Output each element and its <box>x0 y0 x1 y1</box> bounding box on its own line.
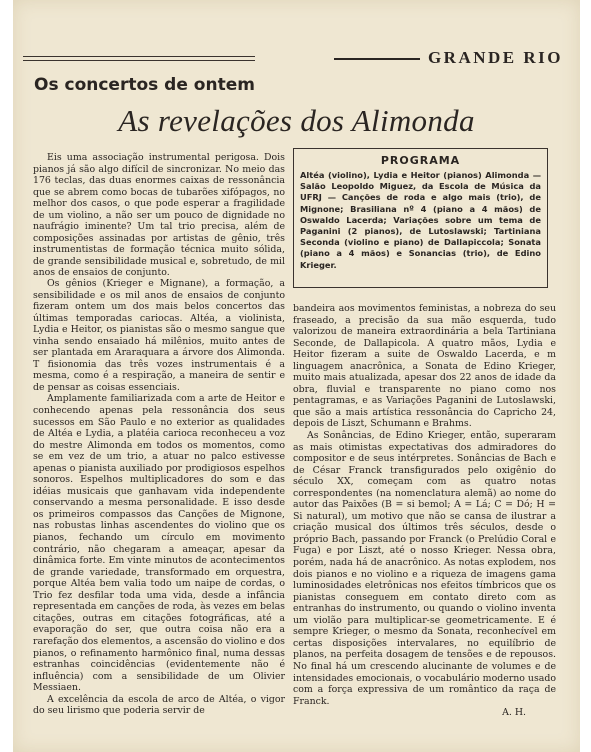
program-title: PROGRAMA <box>380 154 461 167</box>
paragraph: As Sonâncias, de Edino Krieger, então, superaram as mais otimistas expectativas dos admiradores do compositor e de seus intérpretes. Sonâncias de Bach e de César Franck transfigurados pelo oxigênio do século XX, começam com as quatro notas correspondentes (na nomenclatura alemã) ao nome do autor das Paixões (B = si bemol; A = Lá; C = Dó; H = Si natural), um motivo que não se cansa de ilustrar a criação musical dos últimos três séculos, desde o próprio Bach, passando por Franck (o Prelúdio Coral e Fuga) e por Liszt, até o nosso Krieger. Nessa obra, porém, nada há de anacrônico. As notas explodem, nos dois pianos e no violino e a riqueza de imagens gama luminosidades eletrônicas nos efeitos tímbricos que os pianistas conseguem em contato direto com as entranhas do instrumento, ou quando o violino inventa um violão para multiplicar-se geometricamente. E é sempre Krieger, o mesmo da Sonata, reconhecível em certas disposições intervalares, no equilíbrio de planos, na perfeita dosagem de tensões e de repousos. No final há um crescendo alucinante de volumes e de intensidades emocionais, o vocabulário moderno usado com a força expressiva de um romântico da raça de Franck. <box>293 430 556 707</box>
program-box <box>293 148 548 288</box>
paragraph: Amplamente familiarizada com a arte de Heitor e conhecendo apenas pela ressonância dos seus sucessos em São Paulo e no exterior as qualidades de Altéa e Lydia, a platéia carioca reconheceu a voz do mestre Alimonda em todos os momentos, como se em vez de um trio, a atuar no palco estivesse apenas o pianista auxiliado por prodigiosos espelhos sonoros. Espelhos multiplicadores do som e das idéias musicais que ganhavam vida independente conservando a mesma personalidade. E isso desde os primeiros compassos das Canções de Mignone, nas robustas linhas ascendentes do violino que os pianos, fechando um círculo em movimento contrário, não chegaram a ameaçar, apesar da dinâmica forte. Em vinte minutos de acontecimentos de grande variedade, transformado em orquestra, porque Altéa bem valia todo um naipe de cordas, o Trio fez desfilar toda uma vida, desde a infância representada em canções de roda, às vezes em belas citações, outras em citações fotográficas, até a evaporação do ser, que outra coisa não era a rarefação dos elementos, a ascensão do violino e dos pianos, o refinamento harmônico final, numa dessas estranhas coincidências (evidentemente não é influência) com a sensibilidade de um Olivier Messiaen. <box>33 393 285 694</box>
kicker: Os concertos de ontem <box>34 75 255 95</box>
section-heading <box>263 48 563 68</box>
section-title: GRANDE RIO <box>427 48 563 67</box>
header-rule-top <box>23 56 255 57</box>
article-column-1-top <box>33 152 285 279</box>
header-rule-bottom <box>23 60 255 61</box>
paragraph: Os gênios (Krieger e Mignane), a formação, a sensibilidade e os mil anos de ensaios de conjunto fizeram ontem um dos mais belos concertos das últimas temporadas cariocas. Altéa, a violinista, Lydia e Heitor, os pianistas são o mesmo sangue que vinha sendo ensaiado há milênios, muito antes de ser plantada em Araraquara a árvore dos Alimonda. T fisionomia das três vozes instrumentais é a mesma, como é a respiração, a maneira de sentir e de pensar as coisas essenciais. <box>33 278 285 393</box>
article-column-1-bottom <box>33 278 285 717</box>
headline: As revelações dos Alimonda <box>118 103 475 138</box>
signature: A. H. <box>502 707 526 719</box>
paragraph: bandeira aos movimentos feministas, a nobreza do seu fraseado, a precisão da sua mão esquerda, tudo valorizou de maneira extraordinária a bela Tartiniana Seconde, de Dallapicola. A quatro mãos, Lydia e Heitor fizeram a suite de Oswaldo Lacerda, e m linguagem anacrônica, a Sonata de Edino Krieger, muito mais atualizada, apesar dos 22 anos de idade da obra, fluvial e transparente no piano como nos pentagramas, e as Variações Paganini de Lutoslawski, que são a mais artística ressonância do Capricho 24, depois de Liszt, Schumann e Brahms. <box>293 303 556 430</box>
paragraph: A excelência da escola de arco de Altéa, o vigor do seu lirismo que poderia servir de <box>33 693 285 717</box>
article-column-2 <box>293 303 556 719</box>
program-text: Altéa (violino), Lydia e Heitor (pianos) Alimonda — Salão Leopoldo Miguez, da Escola de Música da UFRJ — Canções de roda e algo mais (trio), de Mignone; Brasiliana nº 4 (piano a 4 mãos) de Oswaldo Lacerda; Variações sobre um tema de Paganini (2 pianos), de Lutoslawski; Tartiniana Seconda (violino e piano) de Dallapiccola; Sonata (piano a 4 mãos) e Sonancias (trio), de Edino Krieger. <box>300 170 541 270</box>
paragraph: Eis uma associação instrumental perigosa. Dois pianos já são algo difícil de sincronizar. No meio das 176 teclas, das duas enormes caixas de ressonância que se abrem como bocas de tubarões xifópagos, no melhor dos casos, o que pode esperar a fragilidade de um violino, a não ser um pouco de dignidade no naufrágio iminente? Um tal trio precisa, além de composições assinadas por artistas de gênio, três instrumentistas de formação técnica muito sólida, de grande sensibilidade musical e, sobretudo, de mil anos de ensaios de conjunto. <box>33 152 285 279</box>
newspaper-clipping <box>13 0 580 752</box>
section-rule <box>334 58 420 60</box>
